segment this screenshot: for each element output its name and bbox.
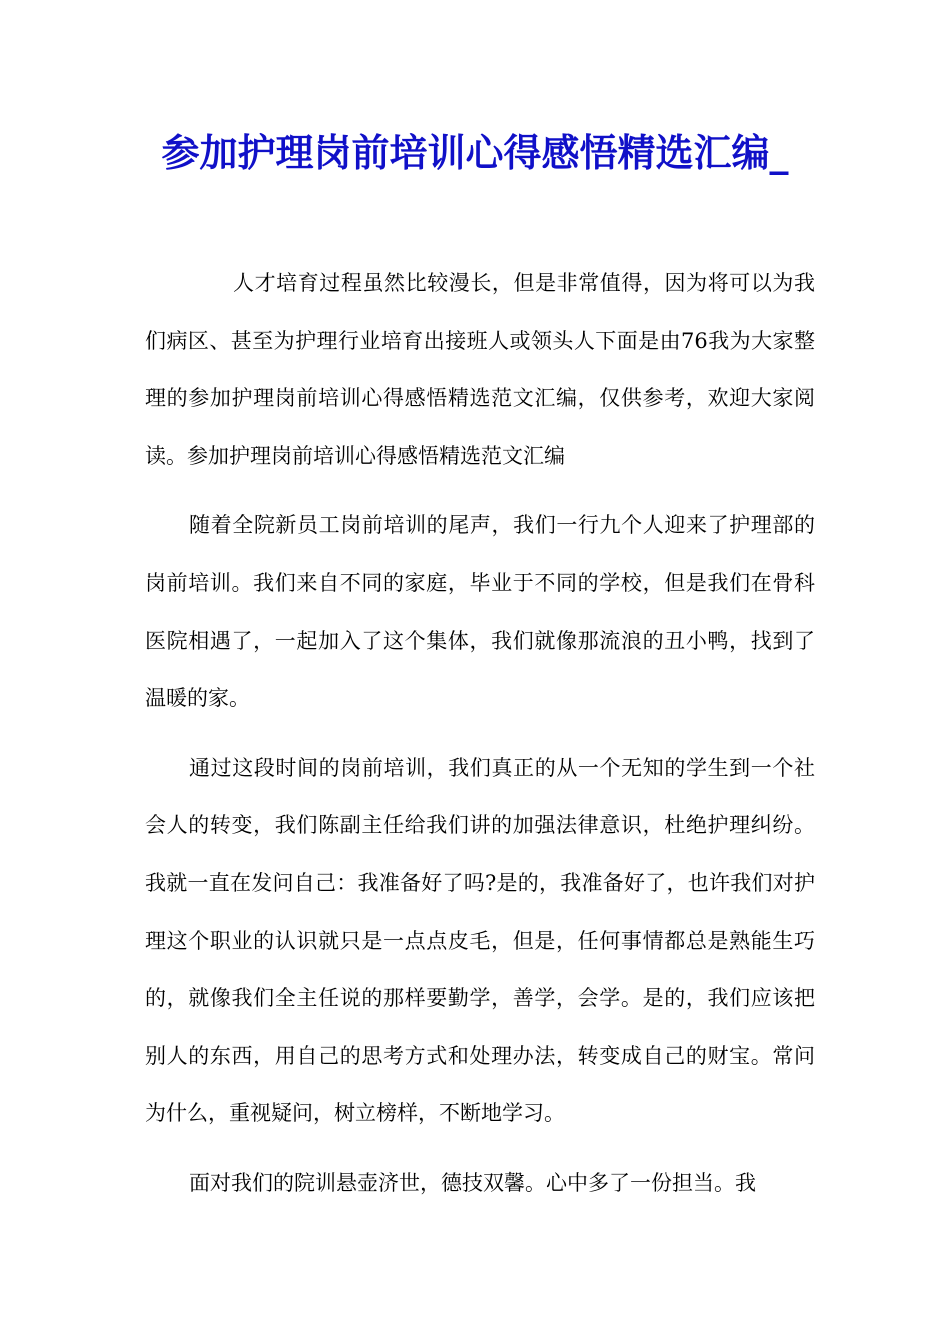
paragraph-3: 面对我们的院训悬壶济世，德技双馨。心中多了一份担当。我 [189,1170,756,1195]
document-title: 参加护理岗前培训心得感悟精选汇编_ [161,131,789,175]
paragraph-intro: 人才培育过程虽然比较漫长，但是非常值得，因为将可以为我们病区、甚至为护理行业培育出接班人或领头人下面是由76我为大家整理的参加护理岗前培训心得感悟精选范文汇编，仅供参考，欢迎大家阅读。参加护理岗前培训心得感悟精选范文汇编 [145,271,815,468]
paragraph-2: 通过这段时间的岗前培训，我们真正的从一个无知的学生到一个社会人的转变，我们陈副主任给我们讲的加强法律意识，杜绝护理纠纷。我就一直在发问自己：我准备好了吗?是的，我准备好了，也许我们对护理这个职业的认识就只是一点点皮毛，但是，任何事情都总是熟能生巧的，就像我们全主任说的那样要勤学，善学，会学。是的，我们应该把别人的东西，用自己的思考方式和处理办法，转变成自己的财宝。常问为什么，重视疑问，树立榜样，不断地学习。 [145,755,815,1126]
document-body [145,255,815,1225]
paragraph-1: 随着全院新员工岗前培训的尾声，我们一行九个人迎来了护理部的岗前培训。我们来自不同的家庭，毕业于不同的学校，但是我们在骨科医院相遇了，一起加入了这个集体，我们就像那流浪的丑小鸭，找到了温暖的家。 [145,513,815,711]
